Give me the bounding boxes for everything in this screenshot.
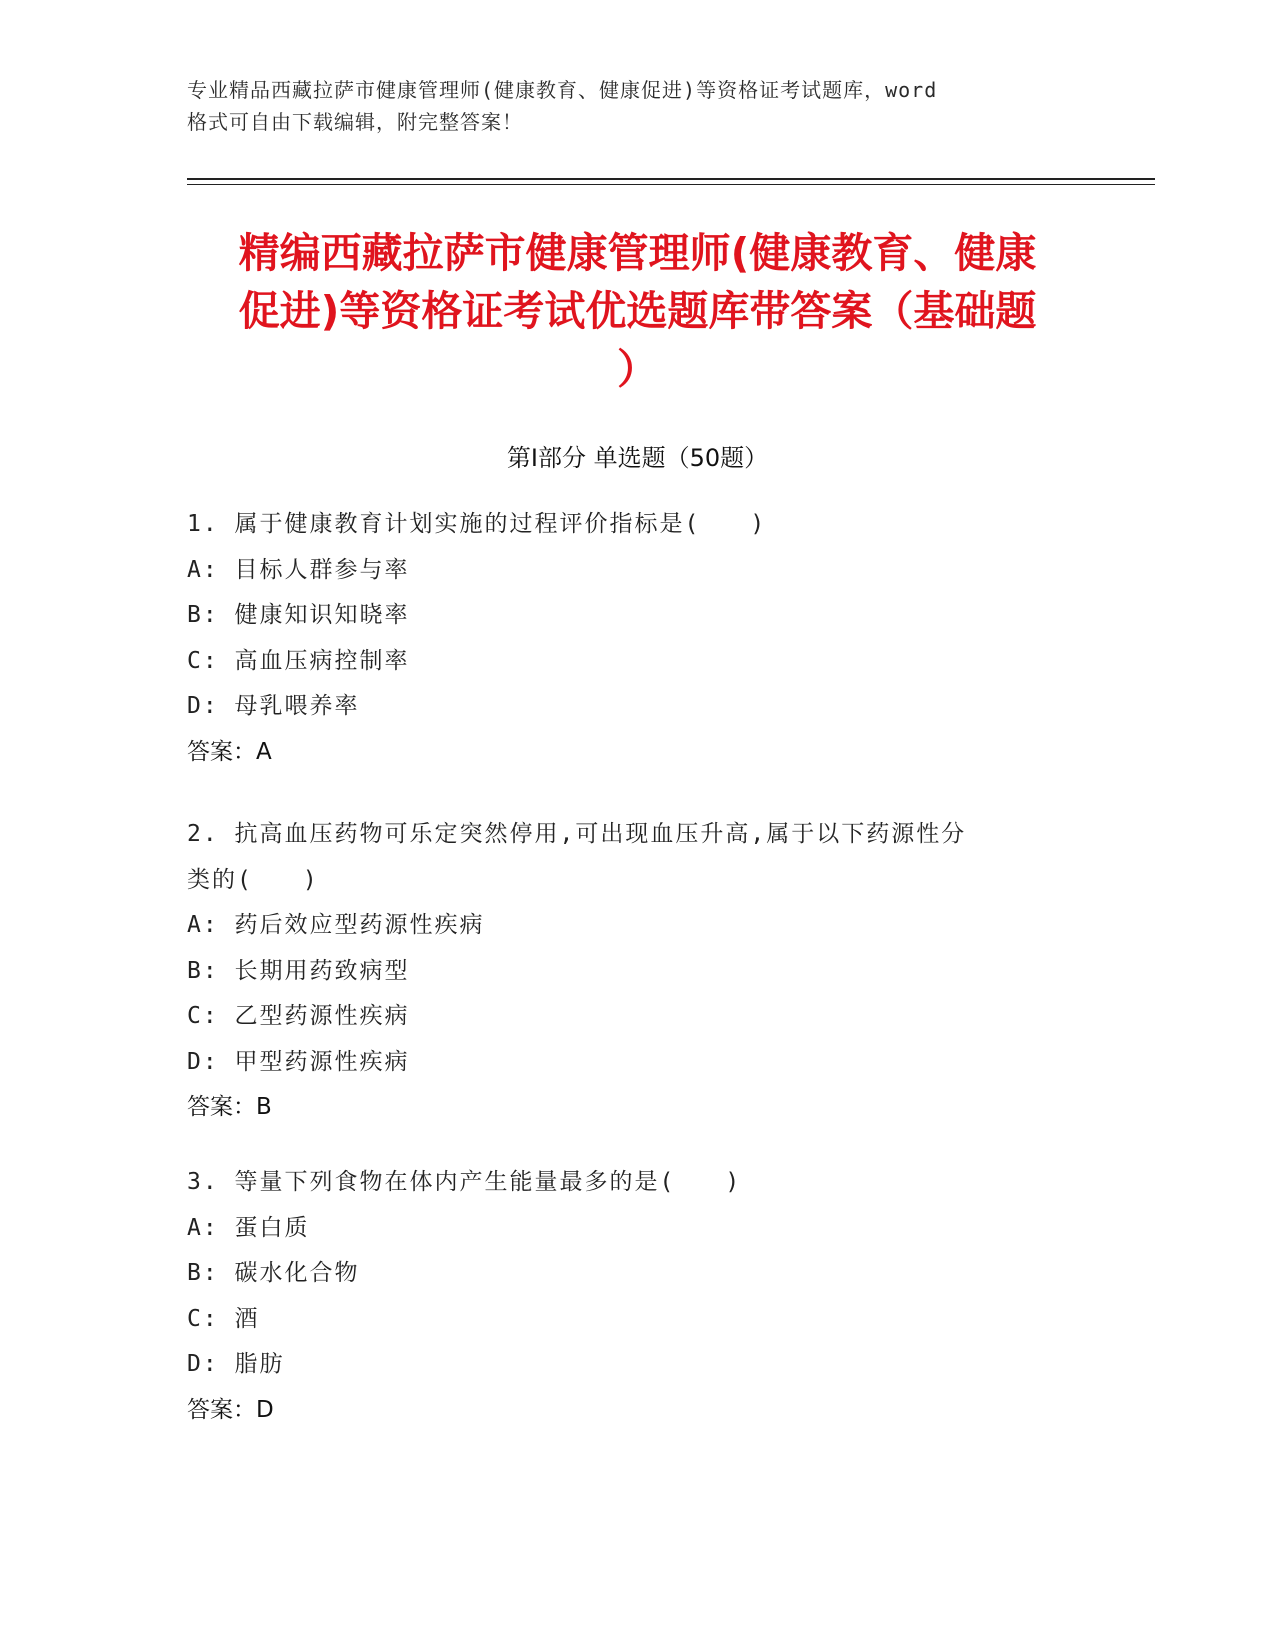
- option-c: C: 乙型药源性疾病: [187, 1003, 410, 1029]
- question-2: [187, 812, 1087, 1131]
- question-stem: 2. 抗高血压药物可乐定突然停用,可出现血压升高,属于以下药源性分: [187, 821, 967, 847]
- header-divider-thick: [187, 178, 1155, 180]
- option-d: D: 脂肪: [187, 1351, 285, 1377]
- answer: 答案：B: [187, 1094, 272, 1120]
- section-heading: 第Ⅰ部分 单选题（50题）: [506, 444, 769, 472]
- option-b: B: 健康知识知晓率: [187, 602, 410, 628]
- option-a: A: 药后效应型药源性疾病: [187, 912, 485, 938]
- document-title-line-2: 促进)等资格证考试优选题库带答案（基础题: [238, 287, 1037, 335]
- option-a: A: 目标人群参与率: [187, 556, 410, 583]
- header-divider-thin: [187, 184, 1155, 185]
- option-b: B: 长期用药致病型: [187, 957, 410, 984]
- option-b: B: 碳水化合物: [187, 1260, 360, 1286]
- answer: 答案：D: [187, 1396, 274, 1423]
- answer: 答案：A: [187, 738, 272, 765]
- question-1: [187, 502, 1087, 775]
- question-3: [187, 1160, 1087, 1433]
- document-title-line-3: ）: [617, 345, 658, 393]
- header-note-line-2: 格式可自由下载编辑，附完整答案！: [187, 110, 523, 134]
- document-title-line-1: 精编西藏拉萨市健康管理师(健康教育、健康: [238, 229, 1037, 277]
- question-stem-continued: 类的( ): [187, 866, 319, 893]
- option-c: C: 酒: [187, 1305, 260, 1332]
- question-stem: 3. 等量下列食物在体内产生能量最多的是( ): [187, 1169, 742, 1195]
- document-title: [185, 224, 1090, 398]
- header-note-line-1: 专业精品西藏拉萨市健康管理师(健康教育、健康促进)等资格证考试题库，word: [187, 78, 938, 102]
- question-stem: 1. 属于健康教育计划实施的过程评价指标是( ): [187, 511, 767, 537]
- option-d: D: 甲型药源性疾病: [187, 1048, 410, 1075]
- option-d: D: 母乳喂养率: [187, 693, 360, 719]
- option-c: C: 高血压病控制率: [187, 647, 410, 674]
- header-note: [187, 74, 1087, 138]
- option-a: A: 蛋白质: [187, 1214, 310, 1241]
